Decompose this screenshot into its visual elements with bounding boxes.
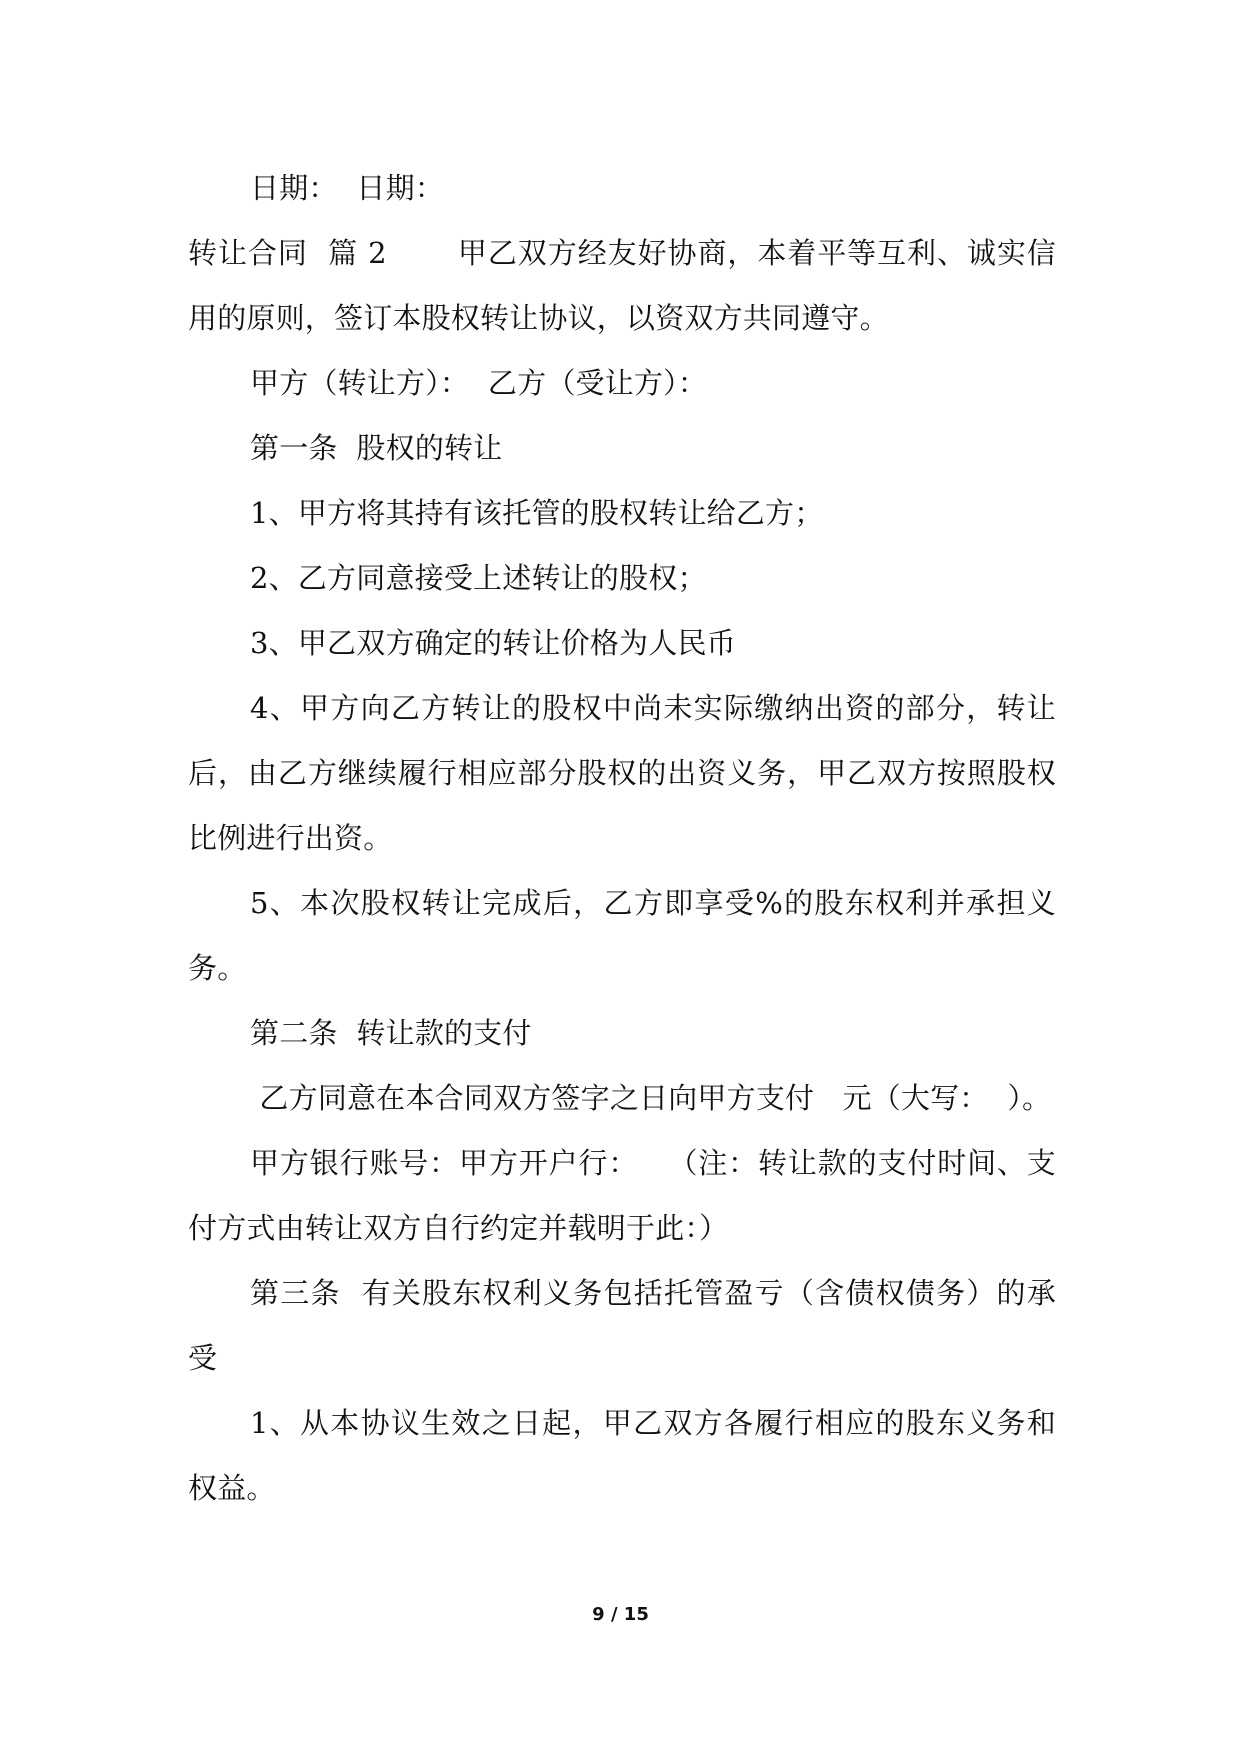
page-number: 9 / 15	[592, 1604, 649, 1625]
article-1-heading: 第一条 股权的转让	[250, 431, 503, 465]
article-3-heading: 第三条 有关股东权利义务包括托管盈亏（含债权债务）的承受	[188, 1276, 1056, 1375]
document-body	[188, 156, 1056, 1521]
paragraph-contract-intro: 转让合同 篇 2 甲乙双方经友好协商，本着平等互利、诚实信用的原则，签订本股权转让协议，以资双方共同遵守。	[188, 236, 1056, 335]
paragraph-date: 日期： 日期：	[250, 171, 445, 205]
article-1-item-3: 3、甲乙双方确定的转让价格为人民币	[250, 626, 736, 660]
article-1-item-2: 2、乙方同意接受上述转让的股权；	[250, 561, 707, 595]
article-3-item-1: 1、从本协议生效之日起，甲乙双方各履行相应的股东义务和权益。	[188, 1406, 1056, 1505]
article-2-payment: 乙方同意在本合同双方签字之日向甲方支付 元（大写： ）。	[250, 1081, 1052, 1115]
paragraph-parties: 甲方（转让方）： 乙方（受让方）：	[250, 366, 708, 400]
article-2-bank-info: 甲方银行账号：甲方开户行： （注：转让款的支付时间、支付方式由转让双方自行约定并载明于此：）	[188, 1146, 1056, 1245]
article-2-heading: 第二条 转让款的支付	[250, 1016, 532, 1050]
article-1-item-1: 1、甲方将其持有该托管的股权转让给乙方；	[250, 496, 824, 530]
article-1-item-5: 5、本次股权转让完成后，乙方即享受%的股东权利并承担义务。	[188, 886, 1056, 985]
article-1-item-4: 4、甲方向乙方转让的股权中尚未实际缴纳出资的部分，转让后，由乙方继续履行相应部分股权的出资义务，甲乙双方按照股权比例进行出资。	[188, 691, 1056, 855]
